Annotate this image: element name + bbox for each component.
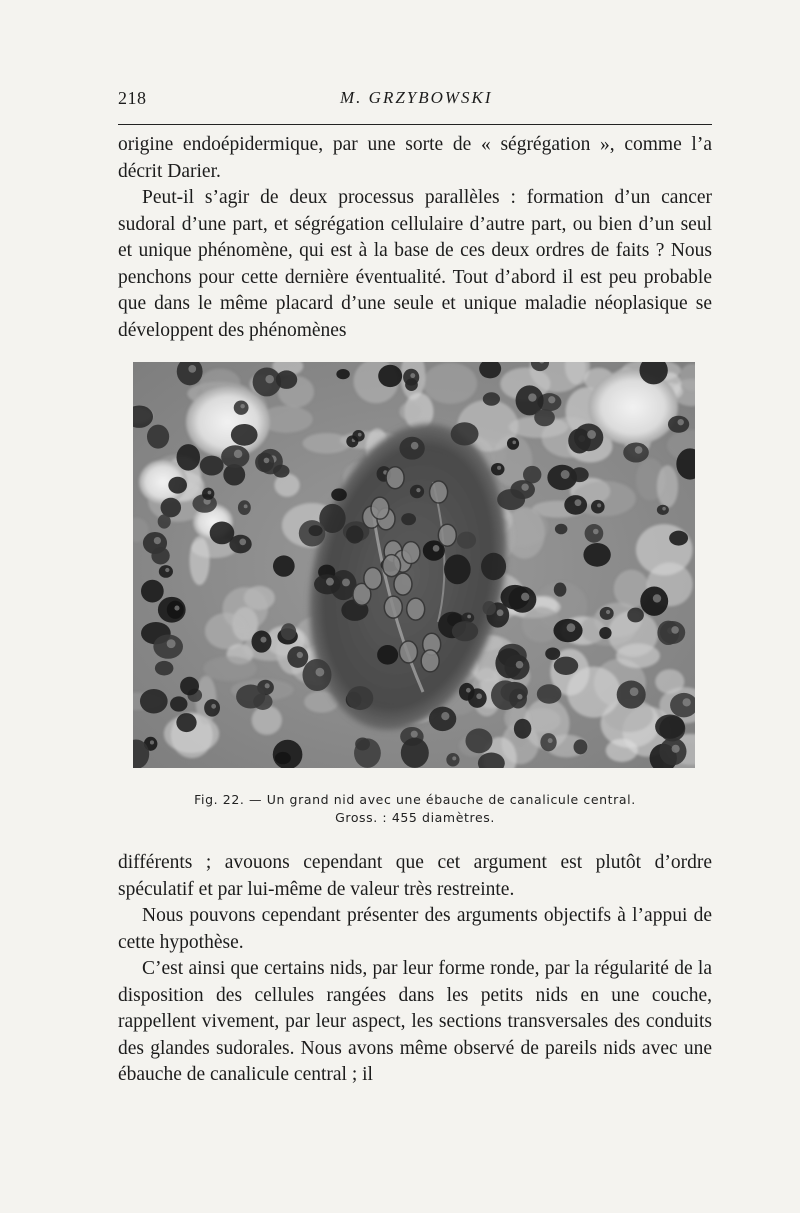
header-rule <box>118 124 712 125</box>
page-header <box>118 88 712 114</box>
micrograph-figure <box>133 362 695 768</box>
figure-magnification: Gross. : 455 diamètres. <box>335 810 495 825</box>
paragraph: différents ; avouons cependant que cet argument est plutôt d’ordre spéculatif et par lui-même de valeur très restreinte. <box>118 852 712 900</box>
body-text-bottom <box>118 850 712 1089</box>
paragraph: origine endoépidermique, par une sorte de « ségrégation », comme l’a décrit Darier. <box>118 134 712 182</box>
body-text-top <box>118 132 712 344</box>
paragraph: Peut-il s’agir de deux processus parallèles : formation d’un cancer sudoral d’une part, et ségrégation cellulaire d’autre part, ou bien d’un seul et unique phénomène, qui est à la base de ces deux ordres de faits ? Nous penchons pour cette dernière éventualité. Tout d’abord il est peu probable que dans le même placard d’une seule et unique maladie néoplasique se développent des phénomènes <box>118 187 712 341</box>
micrograph-image <box>133 362 695 768</box>
figure-caption: Fig. 22. — Un grand nid avec une ébauche de canalicule central. <box>194 792 636 807</box>
page-number: 218 <box>118 88 147 108</box>
paragraph: C’est ainsi que certains nids, par leur forme ronde, par la régularité de la disposition des cellules rangées dans les petits nids en une couche, rappellent vivement, par leur aspect, les sections transversales des conduits des glandes sudorales. Nous avons même observé de pareils nids avec une ébauche de canalicule central ; il <box>118 958 712 1085</box>
running-head: M. GRZYBOWSKI <box>340 88 493 107</box>
paragraph: Nous pouvons cependant présenter des arguments objectifs à l’appui de cette hypothèse. <box>118 905 712 953</box>
